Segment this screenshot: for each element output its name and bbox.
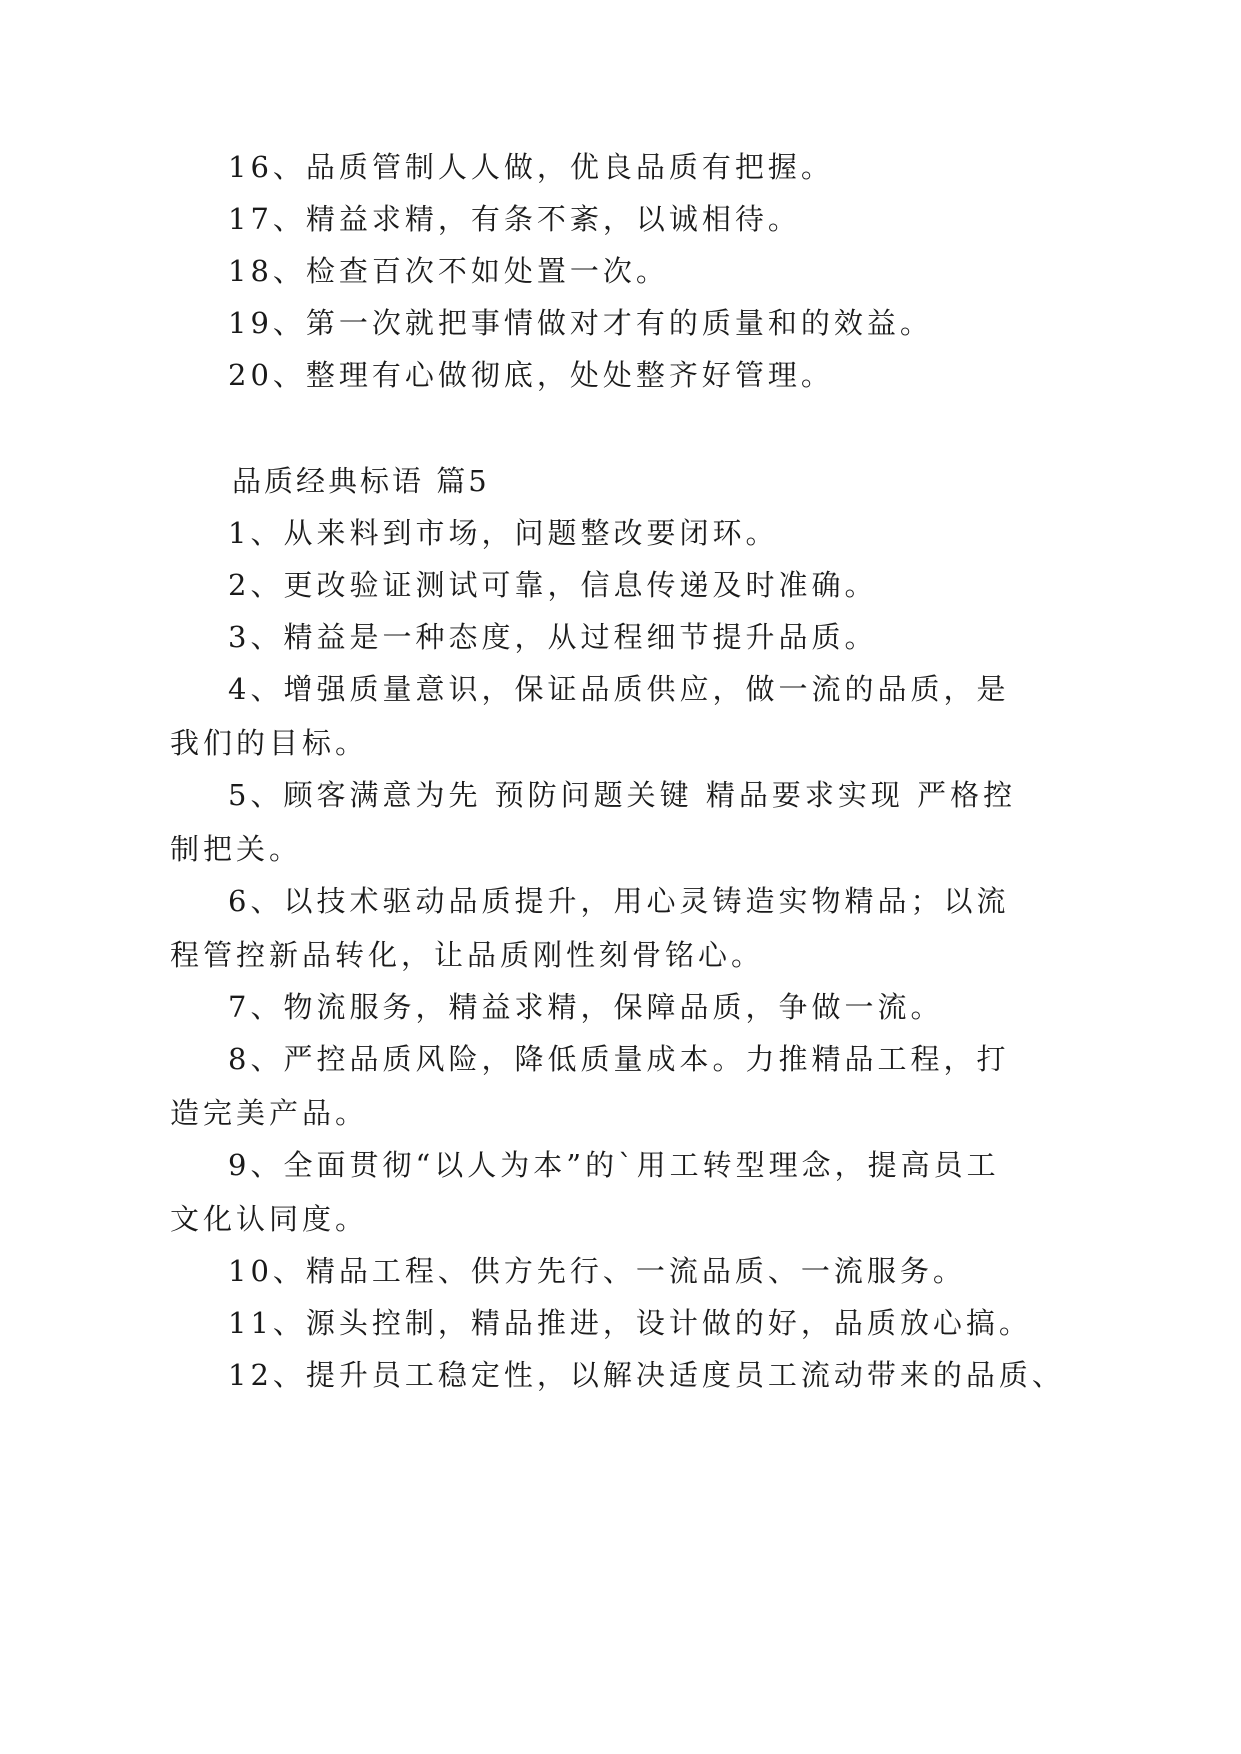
- slogan-20: 20、整理有心做彻底，处处整齐好管理。: [228, 358, 834, 392]
- slogan-19: 19、第一次就把事情做对才有的质量和的效益。: [228, 306, 933, 340]
- slogan-11: 11、源头控制，精品推进，设计做的好，品质放心搞。: [228, 1306, 1032, 1340]
- slogan-16: 16、品质管制人人做，优良品质有把握。: [228, 150, 834, 184]
- slogan-3: 3、精益是一种态度，从过程细节提升品质。: [228, 620, 878, 654]
- slogan-8: 8、严控品质风险，降低质量成本。力推精品工程，打: [228, 1042, 1010, 1076]
- slogan-4-cont: 我们的目标。: [170, 726, 369, 760]
- slogan-10: 10、精品工程、供方先行、一流品质、一流服务。: [228, 1254, 966, 1288]
- slogan-9-cont: 文化认同度。: [170, 1202, 369, 1236]
- section-heading: 品质经典标语 篇5: [232, 464, 490, 498]
- slogan-1: 1、从来料到市场，问题整改要闭环。: [228, 516, 779, 550]
- slogan-5-cont: 制把关。: [170, 832, 303, 866]
- slogan-8-cont: 造完美产品。: [170, 1096, 369, 1130]
- slogan-9: 9、全面贯彻“以人为本”的`用工转型理念，提高员工: [228, 1148, 1000, 1182]
- slogan-5: 5、顾客满意为先 预防问题关键 精品要求实现 严格控: [228, 778, 1017, 812]
- slogan-6-cont: 程管控新品转化，让品质刚性刻骨铭心。: [170, 938, 765, 972]
- slogan-7: 7、物流服务，精益求精，保障品质，争做一流。: [228, 990, 944, 1024]
- slogan-2: 2、更改验证测试可靠，信息传递及时准确。: [228, 568, 878, 602]
- slogan-6: 6、以技术驱动品质提升，用心灵铸造实物精品；以流: [228, 884, 1010, 918]
- slogan-18: 18、检查百次不如处置一次。: [228, 254, 669, 288]
- slogan-12: 12、提升员工稳定性，以解决适度员工流动带来的品质、: [228, 1358, 1065, 1392]
- slogan-4: 4、增强质量意识，保证品质供应，做一流的品质，是: [228, 672, 1010, 706]
- slogan-17: 17、精益求精，有条不紊，以诚相待。: [228, 202, 801, 236]
